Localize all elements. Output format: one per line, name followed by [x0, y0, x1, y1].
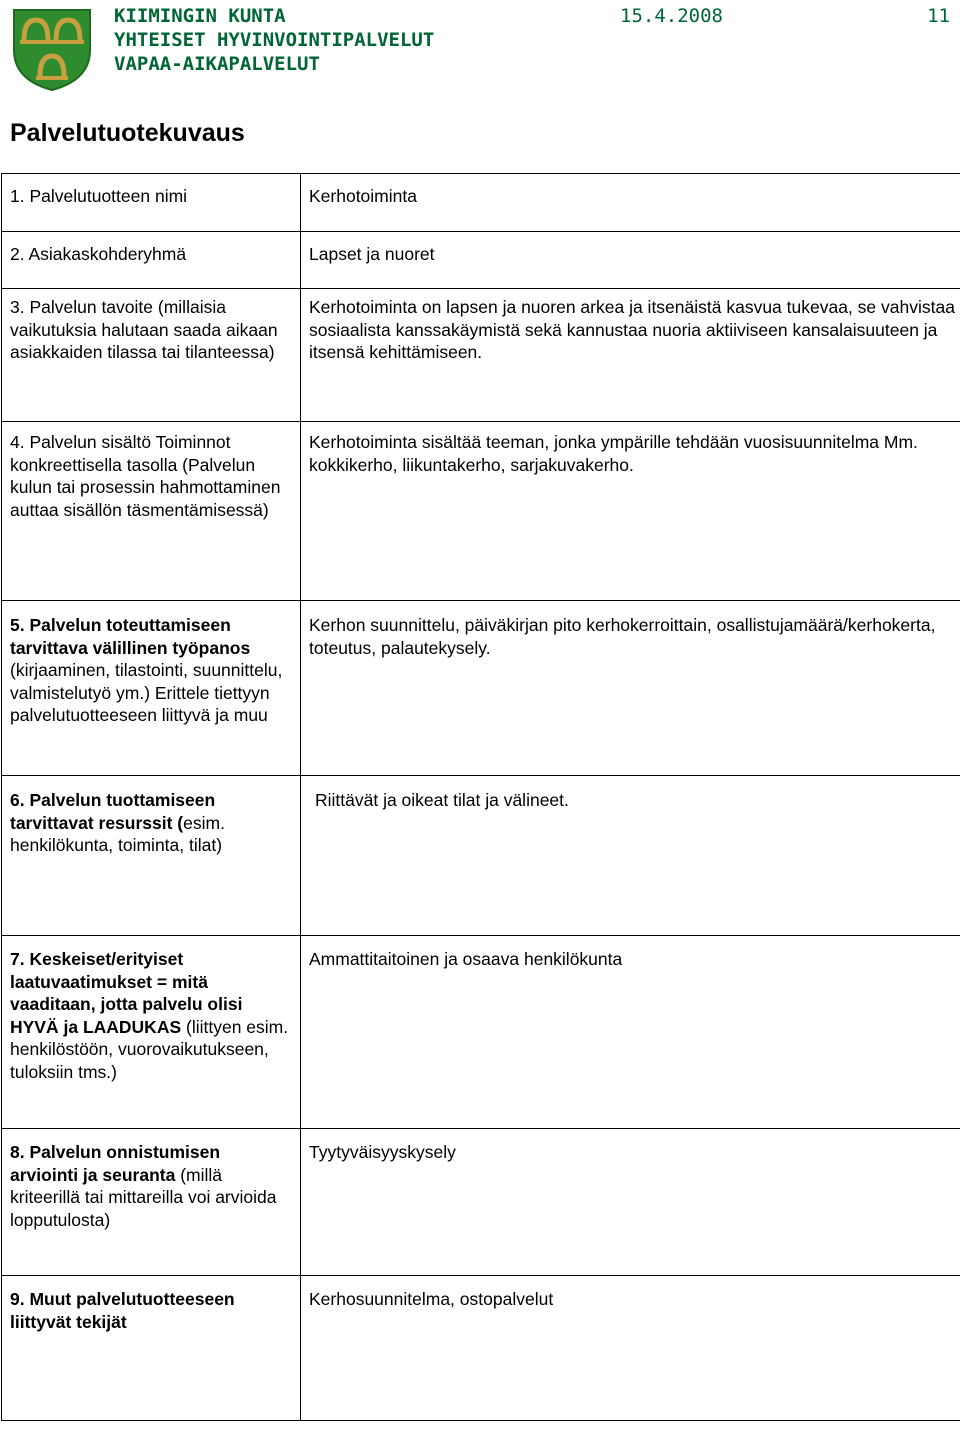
answer-cell: Kerhosuunnitelma, ostopalvelut [301, 1276, 960, 1421]
table-row [2, 936, 960, 1129]
answer-cell: Ammattitaitoinen ja osaava henkilökunta [301, 936, 960, 1129]
question-cell [2, 1276, 301, 1421]
answer-cell: Kerhotoiminta sisältää teeman, jonka ympärille tehdään vuosisuunnitelma Mm. kokkikerho, liikuntakerho, sarjakuvakerho. [301, 422, 960, 601]
answer-cell: Kerhon suunnittelu, päiväkirjan pito kerhokerroittain, osallistujamäärä/kerhokerta, toteutus, palautekysely. [301, 601, 960, 776]
question-cell [2, 232, 301, 289]
question-label: 2. Asiakaskohderyhmä [10, 244, 187, 264]
answer-cell: Kerhotoiminta [301, 174, 960, 232]
question-cell [2, 1129, 301, 1276]
question-cell [2, 422, 301, 601]
question-detail: Toiminnot konkreettisella tasolla (Palvelun kulun tai prosessin hahmottaminen auttaa sisällön täsmentämisessä) [10, 432, 281, 520]
question-label: 3. Palvelun tavoite [10, 297, 154, 317]
table-row [2, 776, 960, 936]
question-label: 9. Muut palvelutuotteeseen liittyvät tekijät [10, 1289, 235, 1332]
table-row [2, 601, 960, 776]
question-cell [2, 289, 301, 422]
document-header [0, 0, 960, 96]
question-cell [2, 601, 301, 776]
question-label: 4. Palvelun sisältö [10, 432, 152, 452]
table-row [2, 422, 960, 601]
question-label: 5. Palvelun toteuttamiseen tarvittava välillinen työpanos [10, 615, 251, 658]
answer-cell: Kerhotoiminta on lapsen ja nuoren arkea ja itsenäistä kasvua tukevaa, se vahvistaa sosiaalista kanssakäymistä sekä kannustaa nuoria aktiiviseen kansalaisuuteen ja itsensä kehittämiseen. [301, 289, 960, 422]
page-number: 11 [927, 5, 950, 27]
org-line-3: VAPAA-AIKAPALVELUT [114, 53, 320, 75]
table-row [2, 289, 960, 422]
table-row [2, 232, 960, 289]
service-description-table [1, 173, 960, 1421]
question-label: 6. Palvelun tuottamiseen tarvittavat resurssit ( [10, 790, 216, 833]
question-label: 1. Palvelutuotteen nimi [10, 186, 188, 206]
question-detail: (kirjaaminen, tilastointi, suunnittelu, valmistelutyö ym.) Erittele tiettyyn palvelutuotteeseen liittyvä ja muu [10, 660, 283, 725]
answer-cell: Lapset ja nuoret [301, 232, 960, 289]
org-line-1: KIIMINGIN KUNTA [114, 5, 286, 27]
answer-cell: Tyytyväisyyskysely [301, 1129, 960, 1276]
question-detail: (millaisia vaikutuksia halutaan saada aikaan asiakkaiden tilassa tai tilanteessa) [10, 297, 278, 362]
municipal-coat-of-arms-icon [10, 6, 94, 92]
answer-cell: Riittävät ja oikeat tilat ja välineet. [301, 776, 960, 936]
question-cell [2, 936, 301, 1129]
org-line-2: YHTEISET HYVINVOINTIPALVELUT [114, 29, 435, 51]
question-detail: esim. henkilökunta, toiminta, tilat) [10, 812, 225, 855]
organization-name [114, 4, 434, 76]
table-row [2, 1129, 960, 1276]
question-label: 7. Keskeiset/erityiset laatuvaatimukset = mitä vaaditaan, jotta palvelu olisi HYVÄ ja LAADUKAS [10, 949, 243, 1037]
question-label: 8. Palvelun onnistumisen arviointi ja seuranta [10, 1142, 221, 1185]
table-row [2, 174, 960, 232]
table-row [2, 1276, 960, 1421]
document-date: 15.4.2008 [620, 5, 723, 27]
question-cell [2, 174, 301, 232]
question-cell [2, 776, 301, 936]
question-detail: (millä kriteerillä tai mittareilla voi arvioida lopputulosta) [10, 1164, 277, 1230]
page-title: Palvelutuotekuvaus [10, 119, 245, 147]
question-detail: (liittyen esim. henkilöstöön, vuorovaikutukseen, tuloksiin tms.) [10, 1016, 289, 1082]
